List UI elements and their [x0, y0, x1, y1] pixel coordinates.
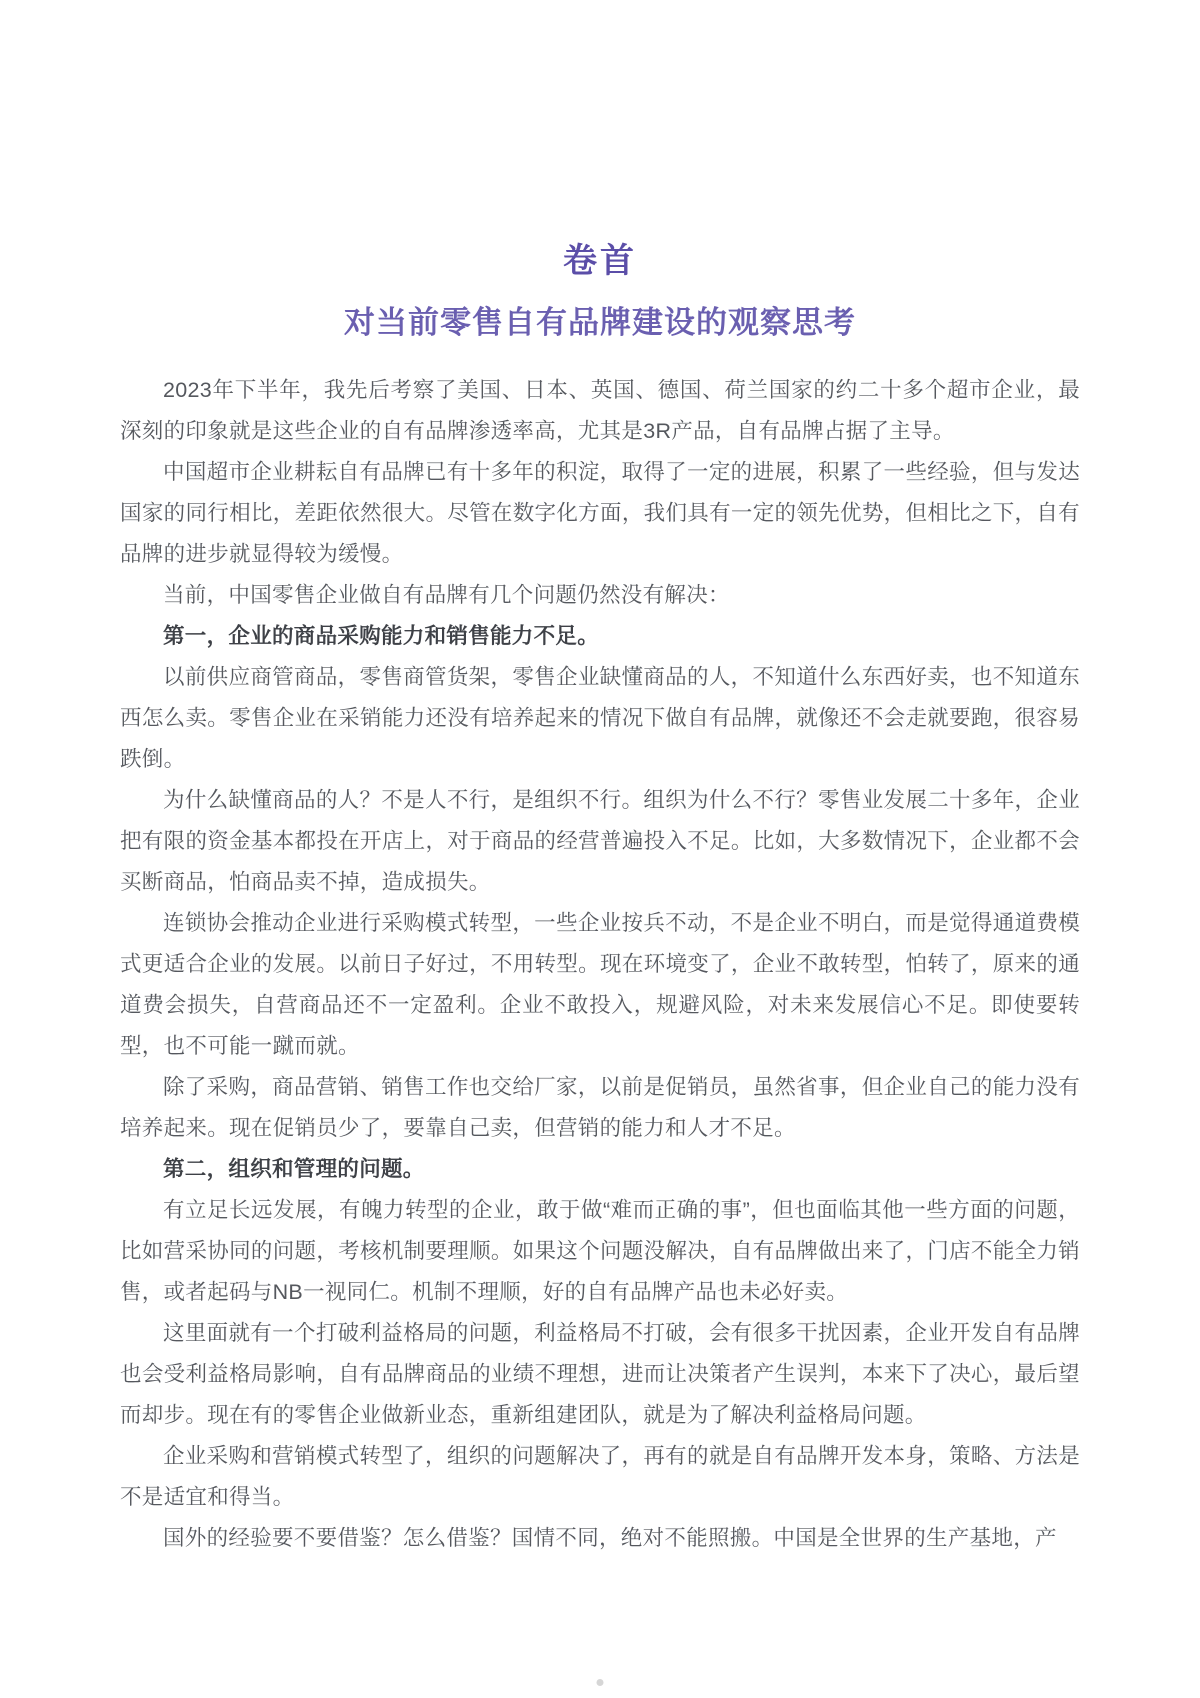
body-paragraph: 国外的经验要不要借鉴？怎么借鉴？国情不同，绝对不能照搬。中国是全世界的生产基地，产: [163, 1525, 1057, 1550]
page-title: 卷首: [563, 242, 637, 280]
page-content-area: [120, 0, 1080, 1698]
body-paragraph: 除了采购，商品营销、销售工作也交给厂家，以前是促销员，虽然省事，但企业自己的能力没有培养起来。现在促销员少了，要靠自己卖，但营销的能力和人才不足。: [120, 1074, 1080, 1140]
body-paragraph: 有立足长远发展，有魄力转型的企业，敢于做“难而正确的事”，但也面临其他一些方面的问题，比如营采协同的问题，考核机制要理顺。如果这个问题没解决，自有品牌做出来了，门店不能全力销售，或者起码与NB一视同仁。机制不理顺，好的自有品牌产品也未必好卖。: [120, 1197, 1080, 1304]
body-paragraph: 当前，中国零售企业做自有品牌有几个问题仍然没有解决：: [163, 582, 730, 607]
page-footer-dot: [597, 1679, 604, 1686]
body-paragraph: 以前供应商管商品，零售商管货架，零售企业缺懂商品的人，不知道什么东西好卖，也不知道东西怎么卖。零售企业在采销能力还没有培养起来的情况下做自有品牌，就像还不会走就要跑，很容易跌倒。: [120, 664, 1080, 771]
body-paragraph: 为什么缺懂商品的人？不是人不行，是组织不行。组织为什么不行？零售业发展二十多年，企业把有限的资金基本都投在开店上，对于商品的经营普遍投入不足。比如，大多数情况下，企业都不会买断商品，怕商品卖不掉，造成损失。: [120, 787, 1080, 894]
body-paragraph: 2023年下半年，我先后考察了美国、日本、英国、德国、荷兰国家的约二十多个超市企业，最深刻的印象就是这些企业的自有品牌渗透率高，尤其是3R产品，自有品牌占据了主导。: [120, 377, 1080, 443]
body-paragraph: 中国超市企业耕耘自有品牌已有十多年的积淀，取得了一定的进展，积累了一些经验，但与发达国家的同行相比，差距依然很大。尽管在数字化方面，我们具有一定的领先优势，但相比之下，自有品牌的进步就显得较为缓慢。: [120, 459, 1080, 566]
body-paragraph: 连锁协会推动企业进行采购模式转型，一些企业按兵不动，不是企业不明白，而是觉得通道费模式更适合企业的发展。以前日子好过，不用转型。现在环境变了，企业不敢转型，怕转了，原来的通道费会损失，自营商品还不一定盈利。企业不敢投入，规避风险，对未来发展信心不足。即使要转型，也不可能一蹴而就。: [120, 910, 1080, 1058]
body-paragraph: 这里面就有一个打破利益格局的问题，利益格局不打破，会有很多干扰因素，企业开发自有品牌也会受利益格局影响，自有品牌商品的业绩不理想，进而让决策者产生误判，本来下了决心，最后望而却步。现在有的零售企业做新业态，重新组建团队，就是为了解决利益格局问题。: [120, 1320, 1080, 1427]
body-paragraph: 第二，组织和管理的问题。: [163, 1156, 425, 1181]
article-body: [120, 370, 1080, 1559]
article-subtitle: 对当前零售自有品牌建设的观察思考: [344, 305, 856, 341]
body-paragraph: 企业采购和营销模式转型了，组织的问题解决了，再有的就是自有品牌开发本身，策略、方法是不是适宜和得当。: [120, 1443, 1080, 1509]
body-paragraph: 第一，企业的商品采购能力和销售能力不足。: [163, 623, 600, 648]
